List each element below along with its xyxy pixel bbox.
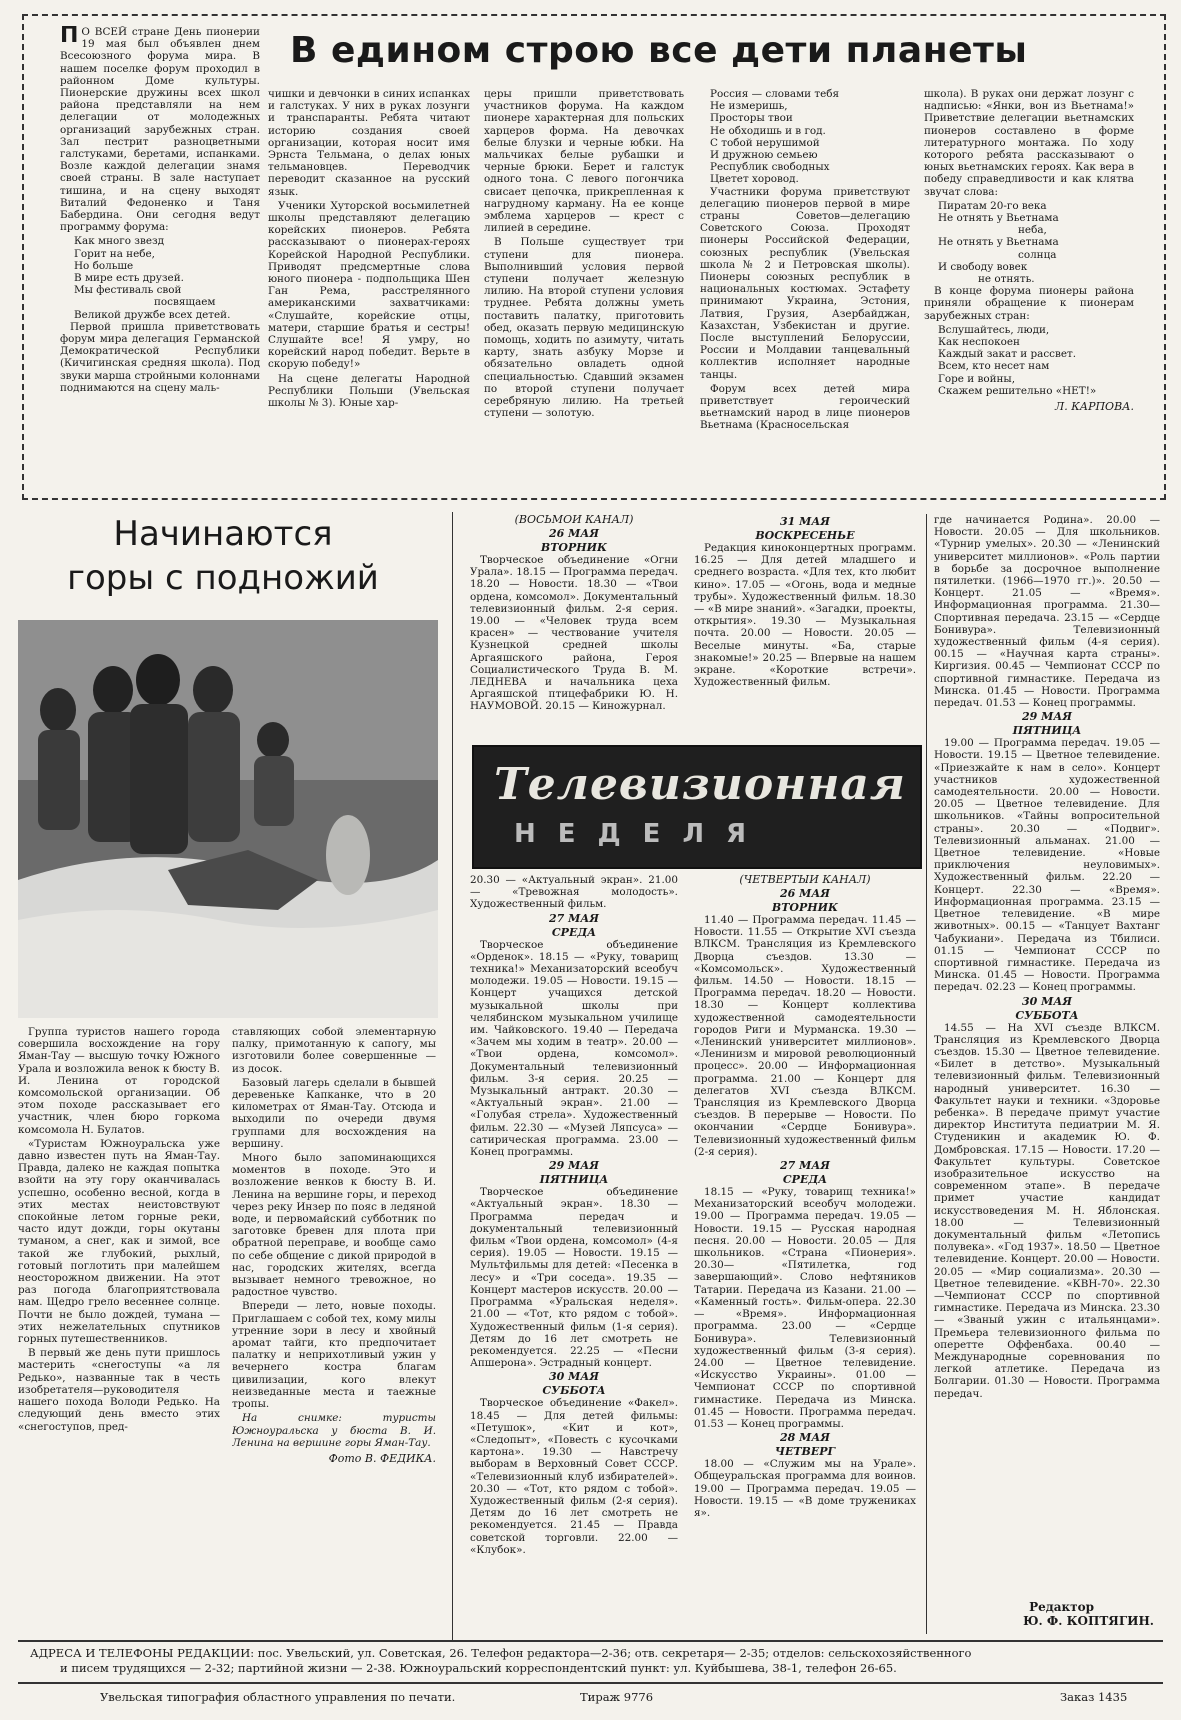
tv-col2-bottom: (ЧЕТВЕРТЫЙ КАНАЛ) 26 МАЯ ВТОРНИК 11.40 — Программа передач. 11.45 — Новости. 11.55 — Открытие XVI съезда ВЛКСМ. Трансляция из Кремлевского Дворца съездов. 13.30 — «Комсомольск». Художественный фильм. 14.50 — Новости. 18.15 — Программа передач. 18.20 — Новости. 18.30 — Концерт коллектива художественной самодеятельности городов Риги и Мурманска. 19.30 — «Ленинский университет миллионов». «Ленинизм и мировой революционный процесс». 20.00 — Информационная программа. 21.00 — Концерт для делегатов XVI съезда ВЛКСМ. Трансляция из Кремлевского Дворца съездов. В перерыве — Новости. По окончании «Сердце Бонивура». Телевизионный художественный фильм (2-я серия). 27 МАЯ СРЕДА 18.15 — «Руку, товарищ техника!» Механизаторский всеобуч молодежи. 19.00 — Программа передач. 19.05 — Новости. 19.15 — Русская народная песня. 20.00 — Новости. 20.05 — Для школьников. «Страна «Пионерия». 20.30— «Пятилетка, год завершающий». Слово нефтяников Татарии. Передача из Казани. 21.00 — «Каменный гость». Фильм-опера. 22.30 — «Время». Информационная программа. 23.00 — «Сердце Бонивура». Телевизионный художественный фильм (3-я серия). 24.00 — Цветное телевидение. «Искусство Украины». 01.00 — Чемпионат СССР по спортивной гимнастике. Передача из Минска. 01.45 — Новости. Программа передач. 01.53 — Конец программы. 28 МАЯ ЧЕТВЕРГ 18.00 — «Служим мы на Урале». Общеуральская программа для воинов. 19.00 — Программа передач. 19.05 — Новости. 19.15 — «В доме тружениках я». — [694, 874, 916, 1519]
poem-1: Как много звезд Горит на небе, Но больше В мире есть друзей. Мы фестиваль свой посвящаем Великой дружбе всех детей. — [74, 235, 231, 321]
footer-printer: Увельская типография областного управления по печати. — [100, 1690, 456, 1704]
photo-caption: На снимке: туристы Южноуральска у бюста В. И. Ленина на вершине горы Яман-Тау. — [232, 1412, 436, 1449]
footer-circulation: Тираж 9776 — [580, 1690, 654, 1704]
editor-label: Редактор — [1029, 1600, 1094, 1614]
footer-rule-bottom — [18, 1682, 1163, 1684]
tv-banner-subtitle: НЕДЕЛЯ — [514, 819, 769, 849]
top-article-col3: церы пришли приветствовать участников форума. На каждом пионере характерная для польских харцеров форма. На девочках белые блузки и черные юбки. На мальчиках белые рубашки и черные брюки. Берет и галстук одного тона. С левого погончика свисает цепочка, прикрепленная к нагрудному карману. На ее конце эмблема харцеров — крест с лилией в середине. В Польше существует три ступени для пионера. Выполнивший условия первой ступени получает железную лилию. На второй ступени условия труднее. Ребята должны уметь поставить палатку, приготовить обед, оказать первую медицинскую помощь, ходить по азимуту, читать карту, знать азбуку Морзе и обязательно овладеть одной специальностью. Сдавший экзамен по второй ступени получает серебряную лилию. На третьей ступени — золотую. — [484, 88, 684, 420]
tv-col2-top: 31 МАЯ ВОСКРЕСЕНЬЕ Редакция киноконцертных программ. 16.25 — Для детей младшего и среднего возраста. «Для тех, кто любит кино». 17.05 — «Огонь, вода и медные трубы». Художественный фильм. 18.30 — «В мире знаний». «Загадки, проекты, открытия». 19.30 — Музыкальная почта. 20.00 — Новости. 20.05 — Веселые минуты. «Ба, старые знакомые!» 20.25 — Впервые на нашем экране. «Короткие встречи». Художественный фильм. — [694, 515, 916, 689]
poem-2: Россия — словами тебя Не измеришь, Просторы твои Не обходишь и в год. С тобой нерушимой И дружною семьею Республик свободных Цветет хоровод. — [710, 88, 840, 186]
top-article-col2: чишки и девчонки в синих испанках и галстуках. У них в руках лозунги и транспаранты. Ребята читают историю создания своей организации, которая носит имя Эрнста Тельмана, о делах юных тельмановцев. Переводчик переводит сказанное на русский язык. Ученики Хуторской восьмилетней школы представляют делегацию корейских пионеров. Ребята рассказывают о пионерах-героях Корейской Народной Республики. Приводят предсмертные слова юного пионера - подпольщика Шен Ган Рема, расстрелянного американскими захватчиками: «Слушайте, корейские отцы, матери, старшие братья и сестры! Слушайте все! Я умру, но корейский народ победит. Верьте в скорую победу!» На сцене делегаты Народной Республики Польши (Увельская школы № 3). Юные хар- — [268, 88, 470, 410]
mountain-photo — [18, 620, 438, 1018]
column-divider — [452, 512, 453, 1640]
tourists-photo-illustration — [18, 620, 438, 1018]
top-article-col5: школа). В руках они держат лозунг с надписью: «Янки, вон из Вьетнама!» Приветствие делегации вьетнамских пионеров составлено в форме литературного монтажа. По ходу которого ребята рассказывают о юных вьетнамских героях. Как вера в победу справедливости и как клятва звучат слова: Пиратам 20-го века Не отнять у Вьетнама неба, Не отнять у Вьетнама солнца И свободу вовек не отнять. В конце форума пионеры района приняли обращение к пионерам зарубежных стран: Вслушайтесь, люди, Как неспокоен Каждый закат и рассвет. Всем, кто несет нам Горе и войны, Скажем решительно «НЕТ!» Л. КАРПОВА. — [924, 88, 1134, 414]
footer-address: АДРЕСА И ТЕЛЕФОНЫ РЕДАКЦИИ: пос. Увельский, ул. Советская, 26. Телефон редактора—2-36; отв. секретаря— 2-35; отделов: сельскохозяйственного и писем трудящихся — 2-32; партийной жизни — 2-38. Южноуральский корреспондентский пункт: ул. Куйбышева, 38-1, телефон 26-65. — [30, 1646, 972, 1675]
editor-name: Ю. Ф. КОПТЯГИН. — [1023, 1614, 1154, 1628]
dropcap: П — [60, 26, 79, 48]
poem-3: Пиратам 20-го века Не отнять у Вьетнама неба, Не отнять у Вьетнама солнца И свободу вовек не отнять. — [938, 199, 1059, 286]
top-article-col1: П О ВСЕЙ стране День пионерии 19 мая был объявлен днем Всесоюзного форума мира. В нашем поселке форум проходил в районном Доме культуры. Пионерские дружины всех школ района представляли на нем делегации от молодежных организаций зарубежных стран. Зал пестрит разноцветными галстуками, беретами, испанками. Возле каждой делегации знамя своей страны. В зале наступает тишина, и на сцену выходят Виталий Федоненко и Таня Бабердина. Они сегодня ведут программу форума: Как много звезд Горит на небе, Но больше В мире есть друзей. Мы фестиваль свой посвящаем Великой дружбе всех детей. Первой пришла приветствовать форум мира делегация Германской Демократической Республики (Кичигинская средняя школа). Под звуки марша стройными колоннами поднимаются на сцену маль- — [60, 26, 260, 394]
editor-block — [934, 1600, 1154, 1628]
top-article-headline: В едином строю все дети планеты — [290, 30, 1028, 71]
top-article-col4: Россия — словами тебя Не измеришь, Просторы твои Не обходишь и в год. С тобой нерушимой И дружною семьею Республик свободных Цветет хоровод. Участники форума приветствуют делегацию пионеров первой в мире страны Советов—делегацию Советского Союза. Проходят пионеры Российской Федерации, союзных республик (Увельская школа № 2 и Петровская школы). Пионеры союзных республик в национальных костюмах. Эстафету принимают Украина, Эстония, Латвия, Грузия, Азербайджан, Казахстан, Узбекистан и другие. После выступлений Белоруссии, России и Молдавии танцевальный коллектив исполняет народные танцы. Форум всех детей мира приветствует героический вьетнамский народ в лице пионеров Вьетнама (Красносельская — [700, 88, 910, 432]
tv-col3: где начинается Родина». 20.00 — Новости. 20.05 — Для школьников. «Турнир умелых». 20.30 — «Ленинский университет миллионов». «Роль партии в борьбе за досрочное выполнение пятилетки. (1966—1970 гг.)». 20.50 — Концерт. 21.05 — «Время». Информационная программа. 21.30—Спортивная передача. 23.15 — «Сердце Бонивура». Телевизионный художественный фильм (4-я серия). 00.15 — «Научная карта страны». Киргизия. 00.45 — Чемпионат СССР по спортивной гимнастике. Передача из Минска. 01.45 — Новости. Программа передач. 01.53 — Конец программы. 29 МАЯ ПЯТНИЦА 19.00 — Программа передач. 19.05 — Новости. 19.15 — Цветное телевидение. «Приезжайте к нам в село». Концерт участников художественной самодеятельности. 20.00 — Новости. 20.05 — Цветное телевидение. Для школьников. «Тайны вопросительной страны». 20.30 — «Подвиг». Телевизионный альманах. 21.00 — Цветное телевидение. «Новые приключения неуловимых». Художественный фильм. 22.20 — Концерт. 22.30 — «Время». Информационная программа. 23.15 — Цветное телевидение. «В мире животных». 00.15 — «Танцует Вахтанг Чабукиани». Передача из Тбилиси. 01.15 — Чемпионат СССР по спортивной гимнастике. Передача из Минска. 01.45 — Новости. Программа передач. 02.23 — Конец программы. 30 МАЯ СУББОТА 14.55 — На XVI съезде ВЛКСМ. Трансляция из Кремлевского Дворца съездов. 15.30 — Цветное телевидение. «Билет в детство». Музыкальный телевизионный фильм. Телевизионный народный университет. 16.30 — Факультет науки и техники. «Здоровье ребенка». В передаче примут участие директор Института педиатрии М. Я. Студеникин и академик Ю. Ф. Домбровская. 17.15 — Новости. 17.20 — Факультет культуры. Советское изобразительное искусство на современном этапе». В передаче примет участие кандидат искусствоведения М. Н. Яблонская. 18.00 — Телевизионный документальный фильм «Летопись полувека». «Год 1937». 18.50 — Цветное телевидение. Концерт. 20.00 — Новости. 20.05 — «Мир социализма». 20.30 — Цветное телевидение. «КВН-70». 22.30—Чемпионат СССР по спортивной гимнастике. Передача из Минска. 23.30 — «Званый ужин с итальянцами». Премьера телевизионного фильма по оперетте Оффенбаха. 00.40 — Международные соревнования по легкой атлетике. Передача из Болгарии. 01.30 — Новости. Программа передач. — [934, 514, 1160, 1400]
tv-col1-bottom: 20.30 — «Актуальный экран». 21.00 — «Тревожная молодость». Художественный фильм. 27 МАЯ СРЕДА Творческое объединение «Орденок». 18.15 — «Руку, товарищ техника!» Механизаторский всеобуч молодежи. 19.05 — Новости. 19.15 — Концерт учащихся детской музыкальной школы при челябинском музыкальном училище им. Чайковского. 19.40 — Передача «Зачем мы ходим в театр». 20.00 — «Твои ордена, комсомол». Документальный телевизионный фильм. 3-я серия. 20.25 — Музыкальный антракт. 20.30 — «Актуальный экран». 21.00 — «Голубая стрела». Художественный фильм. 22.30 — «Музей Ляпсуса» — сатирическая программа. 23.00 — Конец программы. 29 МАЯ ПЯТНИЦА Творческое объединение «Актуальный экран». 18.30 — Программа передач и документальный телевизионный фильм «Твои ордена, комсомол» (4-я серия). 19.05 — Новости. 19.15 — Мультфильмы для детей: «Песенка в лесу» и «Три соседа». 19.35 — Концерт мастеров искусств. 20.00 — Программа «Уральская неделя». 21.00 — «Тот, кто рядом с тобой». Художественный фильм (1-я серия). Детям до 16 лет смотреть не рекомендуется. 22.25 — «Песни Апшерона». Эстрадный концерт. 30 МАЯ СУББОТА Творческое объединение «Факел». 18.45 — Для детей фильмы: «Петушок», «Кит и кот», «Следопыт», «Повесть с кусочками картона». 19.30 — Навстречу выборам в Верховный Совет СССР. «Телевизионный клуб избирателей». 20.30 — «Тот, кто рядом с тобой». Художественный фильм (2-я серия). Детям до 16 лет смотреть не рекомендуется. 21.45 — Правда советской торговли. 22.00 — «Клубок». — [470, 874, 678, 1556]
photo-credit: Фото В. ФЕДИКА. — [328, 1451, 436, 1465]
top-article-signature: Л. КАРПОВА. — [1055, 400, 1134, 414]
mountain-col2: ставляющих собой элементарную палку, примотанную к сапогу, мы изготовили более совершенные — из досок. Базовый лагерь сделали в бывшей деревеньке Капканке, что в 20 километрах от Яман-Тау. Отсюда и выходили по очереди двумя группами для восхождения на вершину. Много было запоминающихся моментов в походе. Это и возложение венков к бюсту В. И. Ленина на вершине горы, и переход через реку Инзер по пояс в ледяной воде, и первомайский субботник по заготовке бревен для плота при обратной переправе, и вообще само по себе общение с дикой природой в нас, городских жителях, всегда вызывает немного тревожное, но радостное чувство. Впереди — лето, новые походы. Приглашаем с собой тех, кому милы утренние зори в лесу и хвойный аромат тайги, кто предпочитает палатку и неприхотливый ужин у вечернего костра благам цивилизации, кого влекут неизведанные места и таежные тропы. На снимке: туристы Южноуральска у бюста В. И. Ленина на вершине горы Яман-Тау. Фото В. ФЕДИКА. — [232, 1026, 436, 1465]
footer-rule-top — [18, 1640, 1163, 1642]
tv-week-banner — [472, 745, 922, 869]
tv-banner-title: Телевизионная — [494, 759, 906, 810]
tv-column-divider — [926, 514, 927, 1634]
tv-col1-top: (ВОСЬМОЙ КАНАЛ) 26 МАЯ ВТОРНИК Творческое объединение «Огни Урала». 18.15 — Программа передач. 18.20 — Новости. 18.30 — «Твои ордена, комсомол». Документальный телевизионный фильм. 2-я серия. 19.00 — «Человек труда всем красен» — чествование учителя Кузнецкой средней школы Аргаяшского района, Героя Социалистического Труда В. М. ЛЕДНЕВА и начальника цеха Аргаяшской птицефабрики Ю. Н. НАУМОВОЙ. 20.15 — Киножурнал. — [470, 514, 678, 713]
footer-order: Заказ 1435 — [1060, 1690, 1128, 1704]
mountain-headline: Начинаются горы с подножий — [67, 514, 379, 598]
mountain-col1: Группа туристов нашего города совершила восхождение на гору Яман-Тау — высшую точку Южного Урала и возложила венок к бюсту В. И. Ленина от городской комсомольской организации. Об этом походе рассказывает его участник, член бюро горкома комсомола Н. Булатов. «Туристам Южноуральска уже давно известен путь на Яман-Тау. Правда, далеко не каждая попытка взойти на эту гору оканчивалась успешно, особенно весной, когда в этих местах неистовствуют спокойные летом горные реки, часто идут дожди, горы окутаны туманом, а снег, как и зимой, все такой же глубокий, рыхлый, готовый поглотить при малейшем неосторожном движении. На этот раз погода благоприятствовала нам. Щедро грело весеннее солнце. Почти не было дождей, тумана — этих нежелательных спутников горных путешественников. В первый же день пути пришлось мастерить «снегоступы «а ля Редько», названные так в честь изобретателя—руководителя нашего похода Володи Редько. На следующий день вместо этих «снегоступов, пред- — [18, 1026, 220, 1433]
poem-4: Вслушайтесь, люди, Как неспокоен Каждый закат и рассвет. Всем, кто несет нам Горе и войны, Скажем решительно «НЕТ!» — [938, 323, 1097, 397]
